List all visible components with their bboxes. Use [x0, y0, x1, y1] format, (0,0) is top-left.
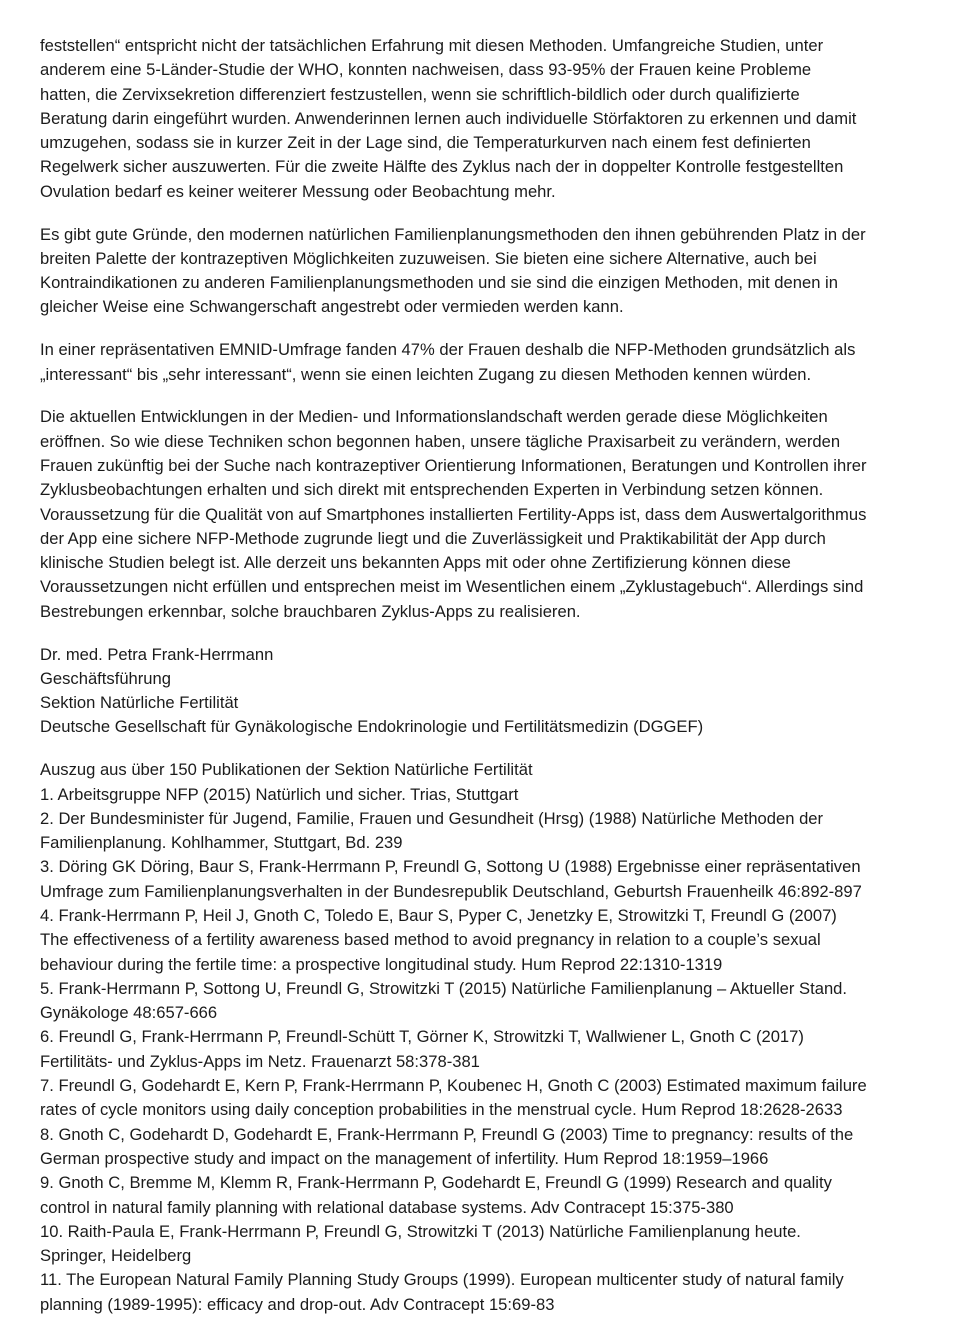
reference-item — [40, 855, 940, 904]
reference-line: 2. Der Bundesminister für Jugend, Familie, Frauen und Gesundheit (Hrsg) (1988) Natürliche Methoden der — [40, 808, 824, 828]
paragraph-line: Regelwerk sicher auszuwerten. Für die zweite Hälfte des Zyklus nach der in doppelter Kontrolle festgestellten — [40, 157, 844, 177]
reference-item — [40, 783, 940, 807]
paragraph-emnid-survey — [40, 338, 940, 387]
paragraph-line: Kontraindikationen zu anderen Familienplanungsmethoden und sie sind die einzigen Methoden, mit denen in — [40, 273, 838, 293]
references-section — [40, 758, 940, 1317]
paragraph-line: gleicher Weise eine Schwangerschaft angestrebt oder vermieden werden kann. — [40, 297, 624, 317]
paragraph-line: Zyklusbeobachtungen erhalten und sich direkt mit entsprechenden Experten in Verbindung setzen können. — [40, 480, 824, 500]
references-list — [40, 783, 940, 1318]
signature-name: Dr. med. Petra Frank-Herrmann — [40, 644, 274, 664]
reference-item — [40, 977, 940, 1026]
reference-item — [40, 904, 940, 977]
reference-item — [40, 807, 940, 856]
paragraph-line: In einer repräsentativen EMNID-Umfrage fanden 47% der Frauen deshalb die NFP-Methoden grundsätzlich als — [40, 340, 856, 360]
reference-line: 8. Gnoth C, Godehardt D, Godehardt E, Frank-Herrmann P, Freundl G (2003) Time to pregnancy: results of the — [40, 1124, 854, 1144]
reference-item — [40, 1268, 940, 1317]
reference-line: 11. The European Natural Family Planning Study Groups (1999). European multicenter study of natural family — [40, 1270, 844, 1290]
paragraph-line: Bestrebungen erkennbar, solche brauchbaren Zyklus-Apps zu realisieren. — [40, 601, 581, 621]
reference-item — [40, 1025, 940, 1074]
paragraph-line: feststellen“ entspricht nicht der tatsächlichen Erfahrung mit diesen Methoden. Umfangreiche Studien, unter — [40, 36, 824, 55]
reference-line: Familienplanung. Kohlhammer, Stuttgart, Bd. 239 — [40, 833, 403, 853]
reference-line: German prospective study and impact on the management of infertility. Hum Reprod 18:1959–1966 — [40, 1148, 769, 1168]
reference-line: planning (1989-1995): efficacy and drop-out. Adv Contracept 15:69-83 — [40, 1294, 555, 1314]
reference-line: 7. Freundl G, Godehardt E, Kern P, Frank-Herrmann P, Koubenec H, Gnoth C (2003) Estimated maximum failure — [40, 1076, 867, 1096]
paragraph-line: Es gibt gute Gründe, den modernen natürlichen Familienplanungsmethoden den ihnen gebührenden Platz in der — [40, 224, 866, 244]
reference-line: 4. Frank-Herrmann P, Heil J, Gnoth C, Toledo E, Baur S, Pyper C, Jenetzky E, Strowitzki T, Freundl G (2007) — [40, 906, 837, 925]
paragraph-methods-experience — [40, 34, 940, 204]
reference-line: Fertilitäts- und Zyklus-Apps im Netz. Frauenarzt 58:378-381 — [40, 1051, 480, 1071]
paragraph-line: anderem eine 5-Länder-Studie der WHO, konnten nachweisen, dass 93-95% der Frauen keine Probleme — [40, 60, 812, 80]
reference-line: 6. Freundl G, Frank-Herrmann P, Freundl-Schütt T, Görner K, Strowitzki T, Wallwiener L, Gnoth C (2017) — [40, 1027, 804, 1047]
paragraph-line: klinische Studien belegt ist. Alle derzeit uns bekannten Apps mit oder ohne Zertifizierung können diese — [40, 553, 791, 573]
reference-line: 1. Arbeitsgruppe NFP (2015) Natürlich und sicher. Trias, Stuttgart — [40, 784, 519, 804]
reference-line: 3. Döring GK Döring, Baur S, Frank-Herrmann P, Freundl G, Sottong U (1988) Ergebnisse einer repräsentativen — [40, 857, 861, 877]
paragraph-line: hatten, die Zervixsekretion differenziert festzustellen, wenn sie schriftlich-bildlich oder durch qualifizierte — [40, 84, 800, 104]
signature-block — [40, 643, 940, 740]
paragraph-line: „interessant“ bis „sehr interessant“, wenn sie einen leichten Zugang zu diesen Methoden kennen würden. — [40, 364, 812, 384]
paragraph-line: Voraussetzung für die Qualität von auf Smartphones installierten Fertility-Apps ist, dass dem Auswertalgorithmus — [40, 504, 867, 524]
reference-item — [40, 1074, 940, 1123]
paragraph-current-developments — [40, 405, 940, 624]
paragraph-line: Beratung darin eingeführt wurden. Anwenderinnen lernen auch individuelle Störfaktoren zu erkennen und damit — [40, 108, 857, 128]
reference-line: rates of cycle monitors using daily conception probabilities in the menstrual cycle. Hum Reprod 18:2628-2633 — [40, 1100, 843, 1120]
paragraph-line: eröffnen. So wie diese Techniken schon begonnen haben, unsere tägliche Praxisarbeit zu verändern, werden — [40, 431, 841, 451]
paragraph-line: Voraussetzungen nicht erfüllen und entsprechen meist im Wesentlichen einem „Zyklustagebuch“. Allerdings sind — [40, 577, 864, 597]
reference-item — [40, 1123, 940, 1172]
paragraph-line: der App eine sichere NFP-Methode zugrunde liegt und die Zuverlässigkeit und Praktikabilität der App durch — [40, 528, 826, 548]
reference-line: The effectiveness of a fertility awareness based method to avoid pregnancy in relation to a couple’s sexual — [40, 930, 821, 950]
signature-section: Sektion Natürliche Fertilität — [40, 693, 239, 713]
reference-line: behaviour during the fertile time: a prospective longitudinal study. Hum Reprod 22:1310-1319 — [40, 954, 723, 974]
reference-line: Gynäkologe 48:657-666 — [40, 1003, 218, 1023]
reference-line: Umfrage zum Familienplanungsverhalten in der Bundesrepublik Deutschland, Geburtsh Frauenheilk 46:892-897 — [40, 881, 862, 901]
paragraph-line: breiten Palette der kontrazeptiven Möglichkeiten zuzuweisen. Sie bieten eine sichere Alternative, auch bei — [40, 248, 817, 268]
signature-role: Geschäftsführung — [40, 668, 171, 688]
signature-organization: Deutsche Gesellschaft für Gynäkologische Endokrinologie und Fertilitätsmedizin (DGGEF) — [40, 717, 704, 737]
reference-line: 10. Raith-Paula E, Frank-Herrmann P, Freundl G, Strowitzki T (2013) Natürliche Familienplanung heute. — [40, 1221, 801, 1241]
paragraph-line: Die aktuellen Entwicklungen in der Medien- und Informationslandschaft werden gerade diese Möglichkeiten — [40, 407, 828, 427]
paragraph-line: Frauen zukünftig bei der Suche nach kontrazeptiver Orientierung Informationen, Beratungen und Kontrollen ihrer — [40, 455, 867, 475]
reference-line: 9. Gnoth C, Bremme M, Klemm R, Frank-Herrmann P, Godehardt E, Freundl G (1999) Research and quality — [40, 1173, 832, 1193]
reference-line: control in natural family planning with relational database systems. Adv Contracept 15:375-380 — [40, 1197, 734, 1217]
paragraph-line: umzugehen, sodass sie in kurzer Zeit in der Lage sind, die Temperaturkurven nach einem fest definierten — [40, 133, 811, 153]
references-heading: Auszug aus über 150 Publikationen der Sektion Natürliche Fertilität — [40, 760, 533, 780]
paragraph-good-reasons — [40, 223, 940, 320]
reference-item — [40, 1220, 940, 1269]
reference-item — [40, 1171, 940, 1220]
reference-line: 5. Frank-Herrmann P, Sottong U, Freundl G, Strowitzki T (2015) Natürliche Familienplanung – Aktueller Stand. — [40, 978, 848, 998]
paragraph-line: Ovulation bedarf es keiner weiterer Messung oder Beobachtung mehr. — [40, 181, 556, 201]
reference-line: Springer, Heidelberg — [40, 1246, 192, 1266]
